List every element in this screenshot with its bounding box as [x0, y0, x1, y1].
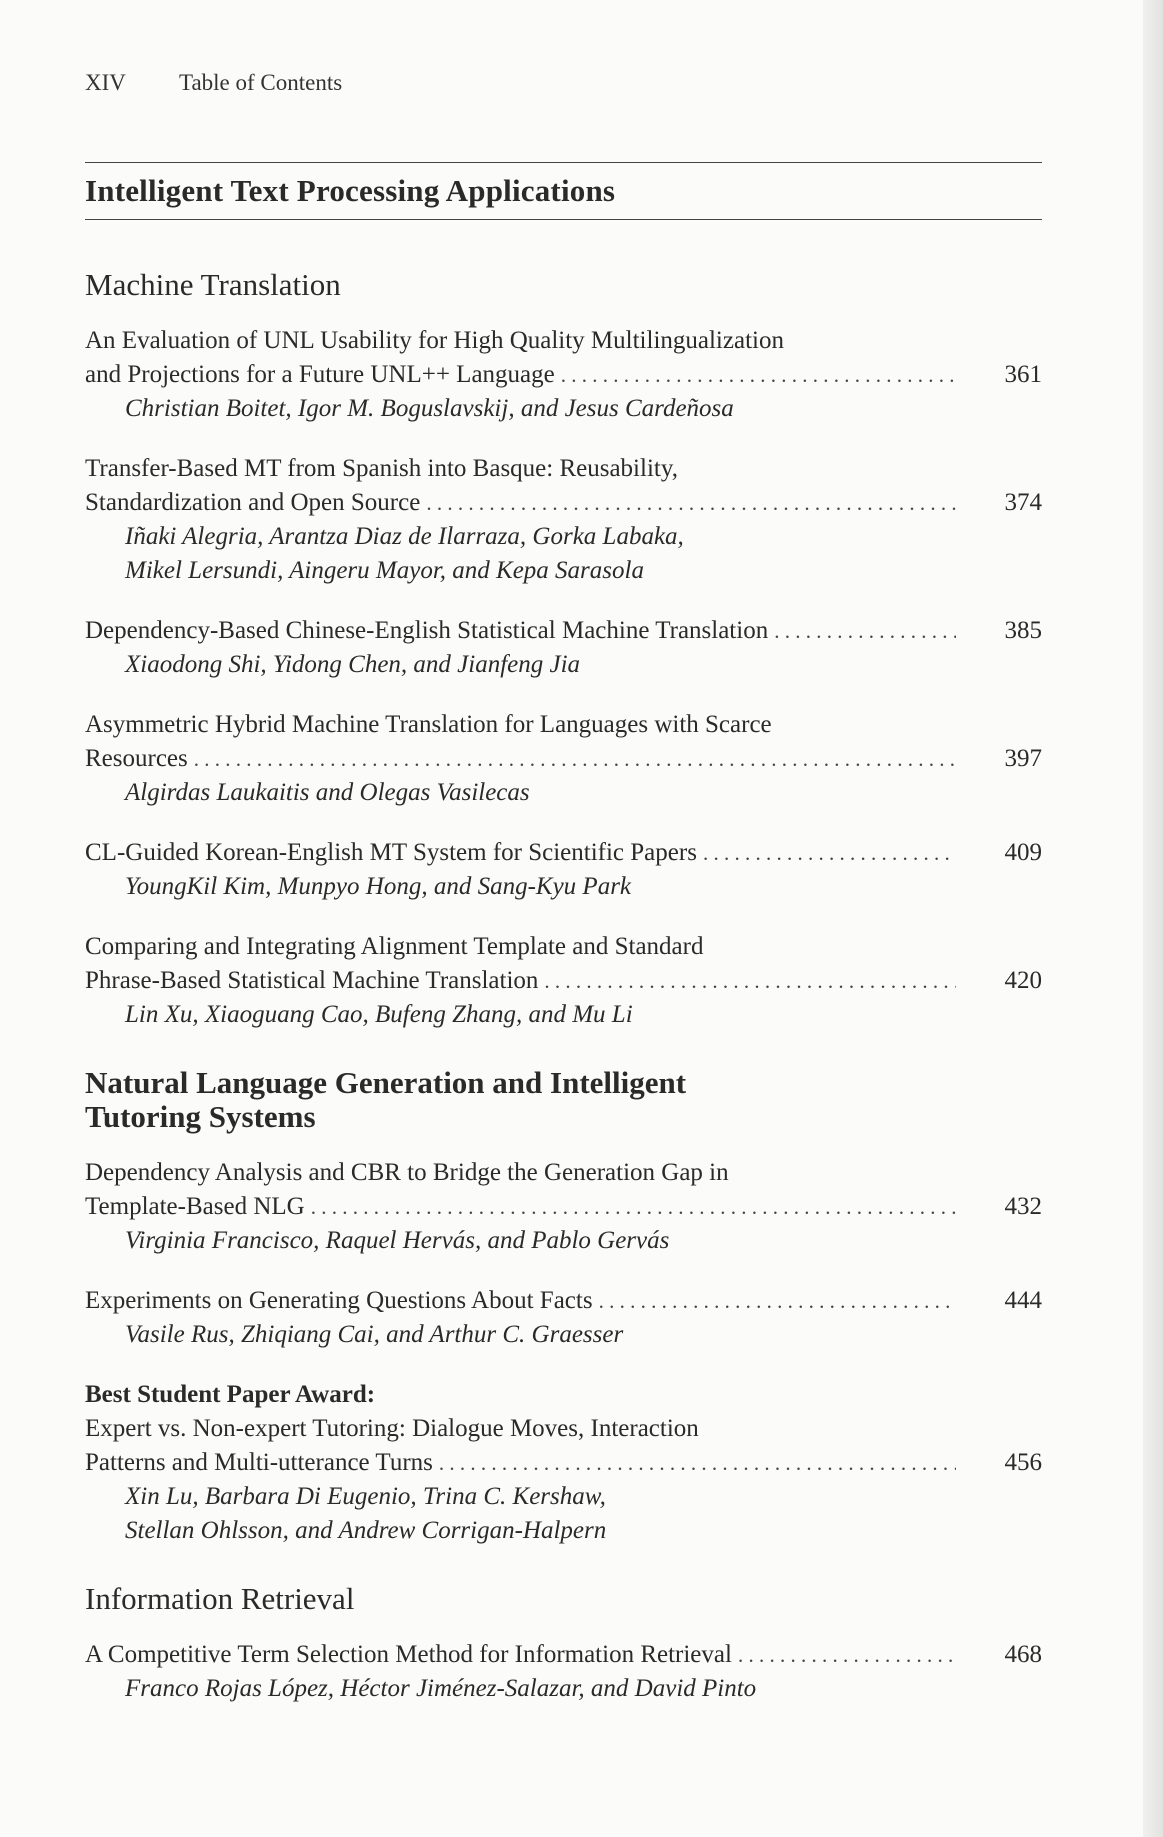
section-title-line: Tutoring Systems — [85, 1099, 316, 1134]
entry-page-number: 385 — [1004, 617, 1042, 644]
entry-page-number: 456 — [1004, 1449, 1042, 1476]
entry-authors: Lin Xu, Xiaoguang Cao, Bufeng Zhang, and Mu Li — [125, 1001, 633, 1028]
section-title: Information Retrieval — [85, 1581, 355, 1616]
entry-authors: Vasile Rus, Zhiqiang Cai, and Arthur C. Graesser — [125, 1321, 624, 1348]
toc-entry[interactable] — [85, 930, 1042, 1032]
part-heading — [85, 162, 1042, 220]
entry-title-line: Expert vs. Non-expert Tutoring: Dialogue Moves, Interaction — [85, 1415, 699, 1442]
entry-authors: YoungKil Kim, Munpyo Hong, and Sang-Kyu Park — [125, 873, 632, 900]
entry-page-number: 432 — [1004, 1193, 1042, 1220]
entry-title-line: Dependency Analysis and CBR to Bridge the Generation Gap in — [85, 1159, 729, 1186]
section-title — [85, 1066, 1042, 1134]
entry-title-line: Resources — [85, 745, 188, 772]
leader-dots — [426, 486, 956, 520]
section-machine-translation — [85, 268, 1042, 1032]
entry-title-line: Patterns and Multi-utterance Turns — [85, 1449, 433, 1476]
entry-authors: Algirdas Laukaitis and Olegas Vasilecas — [125, 779, 530, 806]
award-label: Best Student Paper Award: — [85, 1381, 376, 1408]
entry-page-number: 409 — [1004, 839, 1042, 866]
entry-page-number: 444 — [1004, 1287, 1042, 1314]
entry-title-line: Standardization and Open Source — [85, 489, 421, 516]
leader-dots — [738, 1638, 956, 1672]
page-number: XIV — [85, 70, 126, 95]
entry-title-line: Comparing and Integrating Alignment Template and Standard — [85, 933, 704, 960]
section-nlg-tutoring — [85, 1066, 1042, 1548]
toc-entry[interactable] — [85, 1284, 1042, 1352]
entry-title-line: An Evaluation of UNL Usability for High Quality Multilingualization — [85, 327, 784, 354]
leader-dots — [774, 614, 956, 648]
toc-entry[interactable] — [85, 1156, 1042, 1258]
entry-authors: Xiaodong Shi, Yidong Chen, and Jianfeng Jia — [125, 651, 581, 678]
leader-dots — [544, 964, 956, 998]
toc-entry[interactable] — [85, 614, 1042, 682]
section-title-line: Natural Language Generation and Intelligent — [85, 1065, 687, 1100]
page-edge-shadow — [1143, 0, 1163, 1837]
entry-page-number: 361 — [1004, 361, 1042, 388]
entry-page-number: 468 — [1004, 1641, 1042, 1668]
toc-entry[interactable] — [85, 452, 1042, 588]
entry-title-line: CL-Guided Korean-English MT System for Scientific Papers — [85, 839, 697, 866]
entry-page-number: 397 — [1004, 745, 1042, 772]
leader-dots — [703, 836, 956, 870]
toc-page — [85, 70, 1042, 1732]
section-title: Machine Translation — [85, 267, 341, 302]
leader-dots — [439, 1446, 956, 1480]
toc-entry[interactable] — [85, 1378, 1042, 1548]
part-title: Intelligent Text Processing Applications — [85, 173, 616, 208]
entry-authors: Mikel Lersundi, Aingeru Mayor, and Kepa Sarasola — [125, 557, 644, 584]
leader-dots — [561, 358, 956, 392]
toc-entry[interactable] — [85, 1638, 1042, 1706]
entry-title-line: A Competitive Term Selection Method for Information Retrieval — [85, 1641, 732, 1668]
entry-authors: Iñaki Alegria, Arantza Diaz de Ilarraza, Gorka Labaka, — [125, 523, 684, 550]
entry-authors: Virginia Francisco, Raquel Hervás, and Pablo Gervás — [125, 1227, 670, 1254]
toc-entry[interactable] — [85, 324, 1042, 426]
entry-authors: Christian Boitet, Igor M. Boguslavskij, and Jesus Cardeñosa — [125, 395, 734, 422]
entry-title-line: Transfer-Based MT from Spanish into Basque: Reusability, — [85, 455, 678, 482]
entry-title-line: Template-Based NLG — [85, 1193, 305, 1220]
entry-authors: Franco Rojas López, Héctor Jiménez-Salazar, and David Pinto — [125, 1675, 757, 1702]
entry-page-number: 374 — [1004, 489, 1042, 516]
running-title: Table of Contents — [179, 70, 343, 95]
entry-title-line: and Projections for a Future UNL++ Language — [85, 361, 555, 388]
entry-title-line: Dependency-Based Chinese-English Statistical Machine Translation — [85, 617, 769, 644]
toc-entry[interactable] — [85, 836, 1042, 904]
leader-dots — [311, 1190, 956, 1224]
entry-title-line: Phrase-Based Statistical Machine Translation — [85, 967, 539, 994]
leader-dots — [599, 1284, 956, 1318]
entry-title-line: Asymmetric Hybrid Machine Translation for Languages with Scarce — [85, 711, 772, 738]
entry-authors: Stellan Ohlsson, and Andrew Corrigan-Halpern — [125, 1517, 607, 1544]
running-head — [85, 70, 1042, 114]
entry-authors: Xin Lu, Barbara Di Eugenio, Trina C. Kershaw, — [125, 1483, 606, 1510]
leader-dots — [194, 742, 956, 776]
section-information-retrieval — [85, 1582, 1042, 1706]
entry-title-line: Experiments on Generating Questions About Facts — [85, 1287, 593, 1314]
entry-page-number: 420 — [1004, 967, 1042, 994]
toc-entry[interactable] — [85, 708, 1042, 810]
